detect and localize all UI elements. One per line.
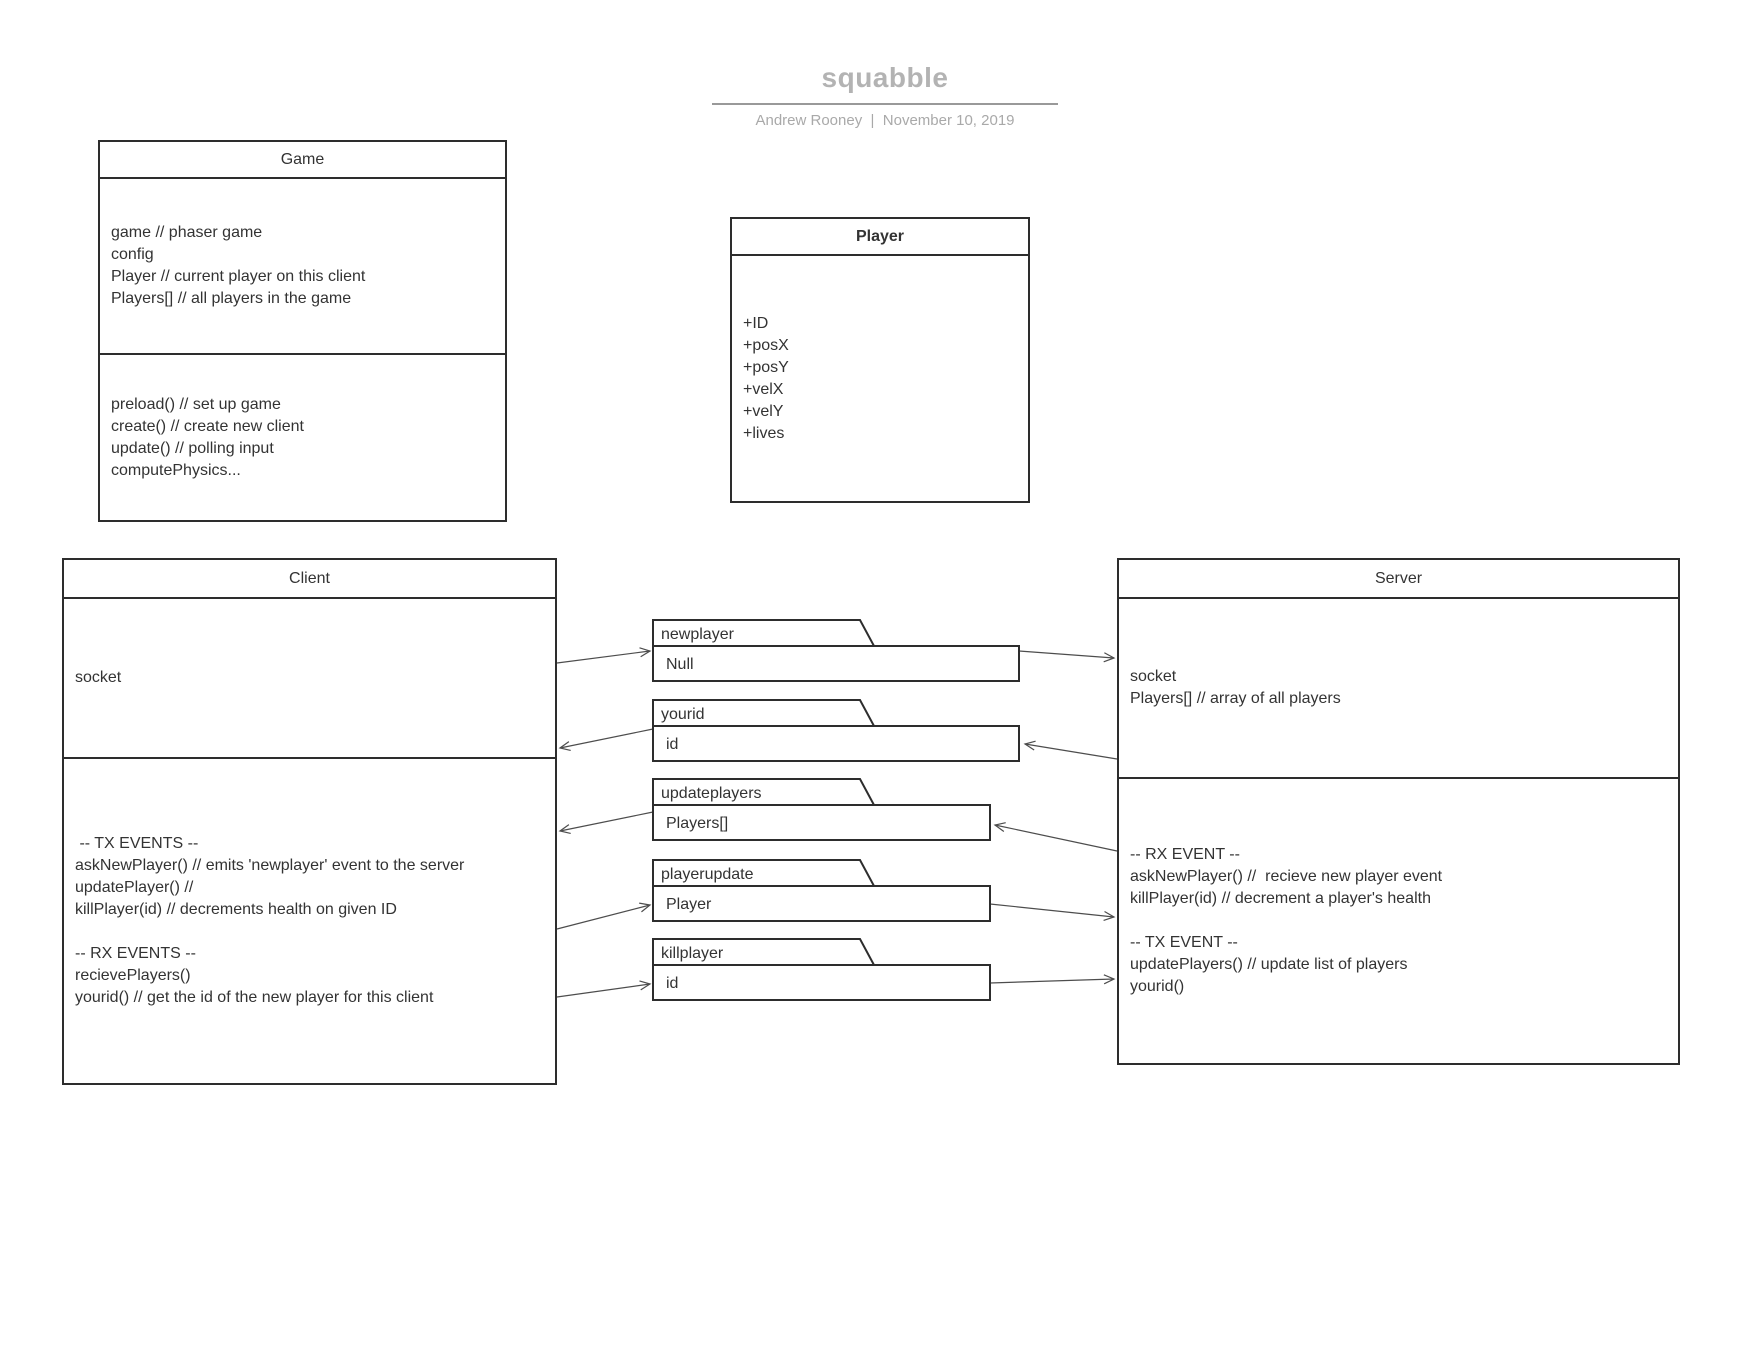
text-line: -- RX EVENTS -- [75, 945, 196, 962]
game-attributes [100, 179, 505, 353]
text-line: socket [1130, 668, 1177, 685]
message-name: playerupdate [661, 866, 754, 883]
text-line: -- TX EVENT -- [1130, 934, 1238, 951]
text-line: preload() // set up game [111, 395, 281, 413]
message-killplayer [653, 939, 990, 1000]
text-line: -- TX EVENTS -- [75, 835, 199, 852]
text-line: updatePlayers() // update list of players [1130, 956, 1408, 973]
text-line: askNewPlayer() // recieve new player event [1130, 868, 1443, 885]
game-class-title: Game [100, 142, 505, 179]
client-events [64, 757, 555, 1083]
arrow-playerupdate-to-server [990, 904, 1114, 917]
text-line: +velX [743, 380, 784, 398]
text-line: Player // current player on this client [111, 268, 366, 285]
message-name: killplayer [661, 945, 724, 962]
text-line: +posX [743, 336, 789, 354]
message-name: newplayer [661, 626, 734, 643]
arrow-server-to-yourid [1025, 744, 1117, 759]
client-class-title: Client [64, 560, 555, 599]
message-name: yourid [661, 706, 705, 723]
player-attributes [732, 256, 1028, 501]
text-line: computePhysics... [111, 461, 241, 479]
diagram-byline: Andrew Rooney | November 10, 2019 [755, 112, 1015, 129]
text-line: +lives [743, 424, 785, 442]
message-payload: Players[] [666, 815, 729, 832]
text-line: askNewPlayer() // emits 'newplayer' event to the server [75, 857, 465, 874]
message-payload: id [666, 975, 679, 992]
game-class-box [98, 140, 507, 522]
message-payload: Player [666, 896, 712, 913]
text-line: killPlayer(id) // decrements health on given ID [75, 901, 397, 918]
message-payload: Null [666, 656, 694, 673]
text-line: create() // create new client [111, 417, 304, 435]
message-newplayer [653, 620, 1019, 681]
arrow-updateplayers-to-client [560, 812, 653, 831]
message-payload-box [653, 646, 1019, 681]
text-line: +velY [743, 402, 784, 420]
arrow-client-to-playerupdate [557, 905, 650, 929]
text-line: Players[] // all players in the game [111, 290, 352, 307]
message-payload: id [666, 736, 679, 753]
text-line: +posY [743, 358, 789, 376]
text-line: game // phaser game [111, 224, 263, 241]
message-playerupdate [653, 860, 990, 921]
message-payload-box [653, 726, 1019, 761]
text-line: Players[] // array of all players [1130, 690, 1341, 707]
arrow-client-to-newplayer [557, 651, 650, 663]
text-line [75, 921, 555, 943]
server-class-box [1117, 558, 1680, 1065]
text-line: +ID [743, 314, 769, 332]
server-events [1119, 777, 1678, 1063]
arrow-client-to-killplayer [557, 984, 650, 997]
arrow-killplayer-to-server [990, 979, 1114, 983]
diagram-title: squabble [821, 62, 949, 93]
text-line: recievePlayers() [75, 967, 191, 984]
player-class-box [730, 217, 1030, 503]
message-name: updateplayers [661, 785, 762, 802]
client-attributes [64, 599, 555, 757]
player-class-title: Player [732, 219, 1028, 256]
text-line: killPlayer(id) // decrement a player's health [1130, 890, 1431, 907]
text-line: yourid() [1130, 978, 1185, 995]
text-line: updatePlayer() // [75, 879, 194, 896]
text-line: yourid() // get the id of the new player for this client [75, 989, 434, 1006]
text-line: update() // polling input [111, 439, 274, 457]
message-updateplayers [653, 779, 990, 840]
game-methods [100, 353, 505, 520]
message-payload-box [653, 965, 990, 1000]
server-attributes [1119, 599, 1678, 777]
arrow-server-to-updateplayers [995, 825, 1117, 851]
message-yourid [653, 700, 1019, 761]
arrow-newplayer-to-server [1019, 651, 1114, 658]
text-line: -- RX EVENT -- [1130, 846, 1240, 863]
text-line: config [111, 246, 154, 263]
server-class-title: Server [1119, 560, 1678, 599]
client-class-box [62, 558, 557, 1085]
text-line: socket [75, 669, 122, 686]
text-line [1130, 910, 1678, 932]
arrow-yourid-to-client [560, 729, 653, 748]
